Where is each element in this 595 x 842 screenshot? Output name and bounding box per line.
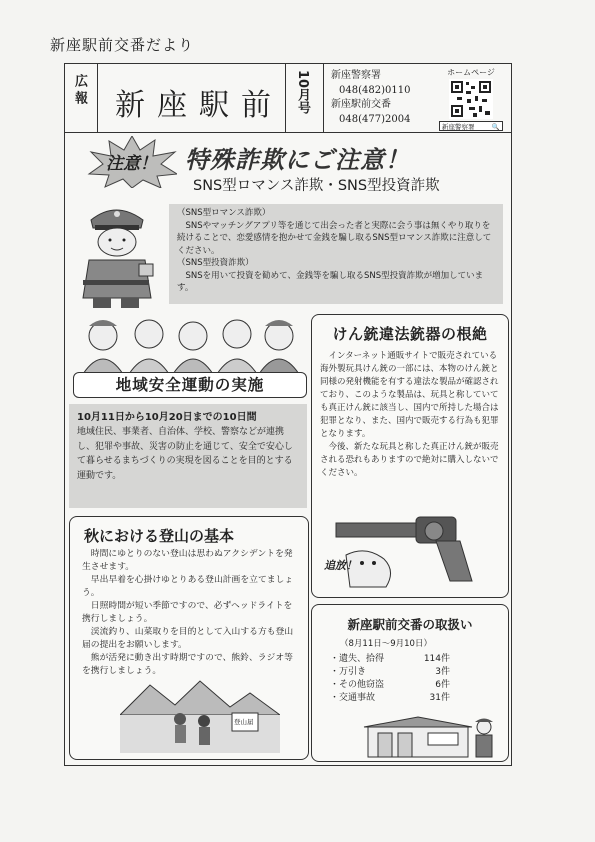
climbing-paragraphs [70,546,308,678]
koho-label: 広報 [72,74,87,108]
koban-illustration [358,713,502,759]
stats-row [330,653,450,666]
search-box[interactable]: 新座警察署 🔍 [439,121,503,131]
sign-label: 登山届 [234,718,254,726]
issue-label: 10月号 [295,70,310,115]
stats-period: （8月11日～9月10日） [340,639,432,649]
mountain-hikers-illustration [120,675,280,753]
newsletter-frame [64,63,512,766]
stats-list [330,653,450,705]
invest-text: SNSを用いて投資を勧めて、金銭等を騙し取るSNS型投資詐欺が増加しています。 [177,270,484,293]
stats-label: ・万引き [330,667,367,677]
climbing-paragraph: 熊が活発に動き出す時期ですので、熊鈴、ラジオ等を携行しましょう。 [82,653,293,676]
fraud-section [69,136,507,306]
climbing-paragraph: 渓流釣り、山菜取りを目的として入山する方も登山届の提出をお願いします。 [82,627,294,650]
koban-name: 新座駅前交番 [331,99,391,110]
guns-text-1: インターネット通販サイトで販売されている海外製玩具けん銃の一部には、本物のけん銃と同様の発射機能を有する違法な製品が確認されており、このような製品は、玩具と称していても真正けん銃に該当し、国内で所持した場合は犯罪となり、また、国内で販売する行為も犯罪となります。 [320,351,499,439]
guns-section [311,314,509,598]
stats-label: ・その他窃盗 [330,680,385,690]
climbing-heading: 秋における登山の基本 [84,527,235,545]
stats-section [311,604,509,762]
stats-label: ・遺失、拾得 [330,654,385,664]
koban-phone: 048(477)2004 [339,113,411,125]
fraud-description-panel [169,204,503,304]
stats-heading: 新座駅前交番の取扱い [347,617,473,632]
masthead-title: 新座駅前 [115,88,283,123]
invest-heading: （SNS型投資詐欺） [177,258,254,268]
search-icon: 🔍 [491,123,500,131]
station-phone: 048(482)0110 [339,84,411,96]
stats-value: 31件 [429,693,450,703]
page-header: 新座駅前交番だより [50,36,195,54]
romance-text: SNSやマッチングアプリ等を通じて出会った者と実際に会う事は無くやり取りを続けることで、恋愛感情を抱かせて金銭を騙し取るSNS型ロマンス詐欺に注意してください。 [177,220,492,256]
safety-heading: 地域安全運動の実施 [115,376,265,394]
illustration-text: 追放！ [324,559,357,572]
stats-row [330,692,450,705]
fraud-headline: 特殊詐欺にご注意！ [185,146,410,174]
stats-label: ・交通事故 [330,693,376,703]
stats-value: 6件 [435,680,450,690]
guns-heading: けん銃違法銃器の根絶 [332,325,488,343]
stats-value: 3件 [435,667,450,677]
homepage-label: ホームページ [447,68,495,77]
climbing-paragraph: 早出早着を心掛けゆとりある登山計画を立てましょう。 [82,575,294,598]
stats-row [330,679,450,692]
safety-panel [69,404,307,508]
masthead [65,64,511,133]
safety-text: 地域住民、事業者、自治体、学校、警察などが連携し、犯罪や事故、災害の防止を通じて、安全で安心して暮らせるまちづくりの実現を図ることを目的とする運動です。 [77,427,293,481]
police-officer-illustration [71,198,161,310]
illegal-gun-illustration [326,511,494,591]
station-name: 新座警察署 [331,70,381,81]
romance-heading: （SNS型ロマンス詐欺） [177,208,271,218]
fraud-subheadline: SNS型ロマンス詐欺・SNS型投資詐欺 [193,178,440,194]
climbing-section [69,516,309,760]
warning-badge: 注意！ [106,154,157,174]
climbing-paragraph: 日照時間が短い季節ですので、必ずヘッドライトを携行しましょう。 [82,601,293,624]
stats-row [330,666,450,679]
community-people-illustration [73,314,303,374]
qr-code[interactable] [449,79,493,119]
stats-value: 114件 [423,654,450,664]
safety-dates: 10月11日から10月20日までの10日間 [77,412,257,423]
guns-text-2: 今後、新たな玩具と称した真正けん銃が販売される恐れもありますので絶対に購入しないでください。 [320,442,499,478]
climbing-paragraph: 時間にゆとりのない登山は思わぬアクシデントを発生させます。 [82,549,293,572]
